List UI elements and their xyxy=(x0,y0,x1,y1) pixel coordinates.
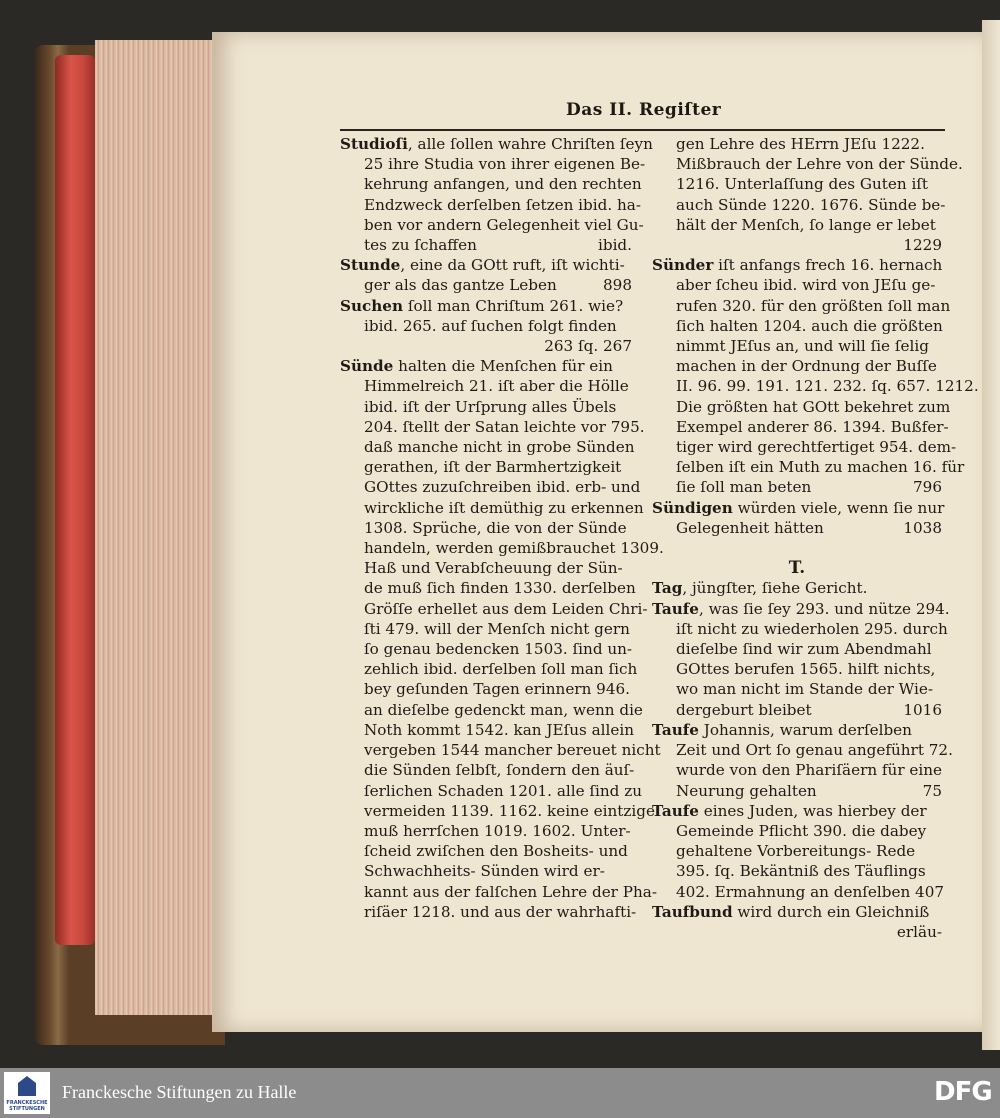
index-line: kehrung anfangen, und den rechten xyxy=(364,175,642,194)
index-line: ſelben iſt ein Muth zu machen 16. für xyxy=(676,458,965,477)
index-line: die Sünden ſelbſt, ſondern den äuſ- xyxy=(364,761,635,780)
index-line xyxy=(652,781,942,801)
index-line xyxy=(340,275,632,295)
index-entry-start: Sünde halten die Menſchen für ein xyxy=(340,357,613,376)
index-line: 1216. Unterlaſſung des Guten iſt xyxy=(676,175,929,194)
index-line: Noth kommt 1542. kan JEſus allein xyxy=(364,720,634,739)
index-line: Exempel anderer 86. 1394. Bußfer- xyxy=(676,417,949,436)
building-icon xyxy=(18,1076,36,1096)
section-letter: T. xyxy=(788,558,806,579)
index-line: ſcheid zwiſchen den Bosheits- und xyxy=(364,842,628,861)
index-line: Schwachheits- Sünden wird er- xyxy=(364,862,605,881)
index-text: Neurung gehalten xyxy=(676,781,817,800)
franckesche-logo[interactable] xyxy=(4,1072,50,1114)
page-reference: 898 xyxy=(603,276,632,295)
lemma: Tag xyxy=(652,579,683,598)
dfg-logo[interactable]: DFG xyxy=(934,1077,992,1107)
index-line: nimmt JEſus an, und will ſie ſelig xyxy=(676,337,929,356)
index-line: bey geſunden Tagen erinnern 946. xyxy=(364,680,630,699)
index-line: tiger wird gerechtfertiget 954. dem- xyxy=(676,438,957,457)
running-header: Das II. Regiſter xyxy=(566,100,722,120)
index-line: machen in der Ordnung der Buſſe xyxy=(676,357,937,376)
lemma: Sünde xyxy=(340,357,394,376)
index-line: Mißbrauch der Lehre von der Sünde. xyxy=(676,155,963,174)
page-reference: 1016 xyxy=(903,700,942,719)
index-line: ſich halten 1204. auch die größten xyxy=(676,316,943,335)
index-line: iſt nicht zu wiederholen 295. durch xyxy=(676,619,948,638)
index-line: wirckliche iſt demüthig zu erkennen xyxy=(364,498,644,517)
lemma: Studioſi xyxy=(340,135,408,153)
page-reference: 75 xyxy=(922,781,942,800)
index-entry-start: Tag, jüngſter, ſiehe Gericht. xyxy=(652,579,868,598)
index-entry-start: Taufbund wird durch ein Gleichniß xyxy=(652,902,930,921)
index-entry-start: Taufe, was ſie ſey 293. und nütze 294. xyxy=(652,599,950,618)
header-rule xyxy=(340,129,945,131)
index-line: riſäer 1218. und aus der wahrhafti- xyxy=(364,902,637,921)
index-entry-start: Sünder iſt anfangs frech 16. hernach xyxy=(652,256,943,275)
index-entry-start: Studioſi, alle ſollen wahre Chriſten ſeyn xyxy=(340,135,653,153)
index-line: auch Sünde 1220. 1676. Sünde be- xyxy=(676,195,946,214)
index-entry-start: Taufe eines Juden, was hierbey der xyxy=(652,801,927,820)
index-line: ibid. iſt der Urſprung alles Übels xyxy=(364,397,617,416)
index-line: II. 96. 99. 191. 121. 232. ſq. 657. 1212. xyxy=(676,377,979,396)
lemma: Taufe xyxy=(652,801,699,820)
index-entry-start: Taufe Johannis, warum derſelben xyxy=(652,720,912,739)
index-line: handeln, werden gemißbrauchet 1309. xyxy=(364,539,664,558)
page-reference: ibid. xyxy=(598,236,632,255)
index-line: gehaltene Vorbereitungs- Rede xyxy=(676,842,916,861)
index-text: tes zu ſchaffen xyxy=(364,236,477,255)
index-line: vermeiden 1139. 1162. keine eintzige xyxy=(364,801,655,820)
index-line xyxy=(652,518,942,538)
index-line: rufen 320. für den größten ſoll man xyxy=(676,296,951,315)
index-line: erläu- xyxy=(896,922,942,941)
index-line xyxy=(340,235,632,255)
index-line: ſo genau bedencken 1503. ſind un- xyxy=(364,640,633,659)
index-line: muß herrſchen 1019. 1602. Unter- xyxy=(364,821,631,840)
index-line: Haß und Verabſcheuung der Sün- xyxy=(364,559,623,578)
index-line: 1229 xyxy=(903,236,942,255)
index-line: Die größten hat GOtt bekehret zum xyxy=(676,397,951,416)
index-text: ger als das gantze Leben xyxy=(364,276,557,295)
page-reference: 1038 xyxy=(903,518,942,537)
index-line: 25 ihre Studia von ihrer eigenen Be- xyxy=(364,155,646,174)
index-line: kannt aus der falſchen Lehre der Pha- xyxy=(364,882,657,901)
index-line: ſti 479. will der Menſch nicht gern xyxy=(364,619,630,638)
lemma: Suchen xyxy=(340,296,404,315)
index-line: wurde von den Phariſäern für eine xyxy=(676,761,943,780)
index-line: wo man nicht im Stande der Wie- xyxy=(676,680,933,699)
index-line: gen Lehre des HErrn JEſu 1222. xyxy=(676,135,925,153)
index-line: 402. Ermahnung an denſelben 407 xyxy=(676,882,945,901)
page-reference: 796 xyxy=(913,478,942,497)
index-line: Gröſſe erhellet aus dem Leiden Chri- xyxy=(364,599,648,618)
index-line: Zeit und Ort ſo genau angeführt 72. xyxy=(676,741,953,760)
index-line: dieſelbe ſind wir zum Abendmahl xyxy=(676,640,932,659)
right-column xyxy=(652,134,979,942)
index-line: Endzweck derſelben ſetzen ibid. ha- xyxy=(364,195,641,214)
page-stack xyxy=(95,40,220,1015)
left-column xyxy=(340,134,664,922)
logo-text: FRANCKESCHE STIFTUNGEN xyxy=(6,1100,48,1112)
index-line: 1308. Sprüche, die von der Sünde xyxy=(364,518,627,537)
facing-page-edge xyxy=(982,20,1000,1050)
index-text: dergeburt bleibet xyxy=(676,700,812,719)
index-line: Himmelreich 21. iſt aber die Hölle xyxy=(364,377,629,396)
index-line: vergeben 1544 mancher bereuet nicht xyxy=(364,741,661,760)
lemma: Stunde xyxy=(340,256,401,275)
lemma: Sünder xyxy=(652,256,714,275)
index-line: ſerlichen Schaden 1201. alle ſind zu xyxy=(364,781,643,800)
lemma: Taufbund xyxy=(652,902,733,921)
index-line: ben vor andern Gelegenheit viel Gu- xyxy=(364,215,644,234)
index-entry-start: Stunde, eine da GOtt ruft, iſt wichti- xyxy=(340,256,625,275)
lemma: Taufe xyxy=(652,720,699,739)
index-line xyxy=(652,477,942,497)
index-line: daß manche nicht in grobe Sünden xyxy=(364,438,635,457)
index-entry-start: Sündigen würden viele, wenn ſie nur xyxy=(652,498,945,517)
footer-bar xyxy=(0,1068,1000,1118)
index-line: gerathen, iſt der Barmhertzigkeit xyxy=(364,458,622,477)
index-line xyxy=(652,538,942,558)
index-line: 204. ſtellt der Satan leichte vor 795. xyxy=(364,417,645,436)
index-line: GOttes zuzuſchreiben ibid. erb- und xyxy=(364,478,641,497)
index-line: 395. ſq. Bekäntniß des Täuflings xyxy=(676,862,926,881)
lemma: Sündigen xyxy=(652,498,733,517)
institution-name[interactable]: Franckesche Stiftungen zu Halle xyxy=(62,1082,297,1102)
index-text: ſie ſoll man beten xyxy=(676,478,812,497)
index-line: aber ſcheu ibid. wird von JEſu ge- xyxy=(676,276,936,295)
index-line: zehlich ibid. derſelben ſoll man ſich xyxy=(364,660,638,679)
index-line xyxy=(652,700,942,720)
index-line: GOttes berufen 1565. hilft nichts, xyxy=(676,660,936,679)
index-line: hält der Menſch, ſo lange er lebet xyxy=(676,215,936,234)
index-entry-start: Suchen ſoll man Chriſtum 261. wie? xyxy=(340,296,624,315)
red-page-edge xyxy=(55,55,95,945)
index-line: Gemeinde Pflicht 390. die dabey xyxy=(676,821,927,840)
lemma: Taufe xyxy=(652,599,699,618)
index-line: 263 ſq. 267 xyxy=(544,337,632,356)
index-line: de muß ſich finden 1330. derſelben xyxy=(364,579,636,598)
index-line: an dieſelbe gedenckt man, wenn die xyxy=(364,700,643,719)
index-line: ibid. 265. auf ſuchen folgt finden xyxy=(364,316,617,335)
index-text: Gelegenheit hätten xyxy=(676,518,824,537)
